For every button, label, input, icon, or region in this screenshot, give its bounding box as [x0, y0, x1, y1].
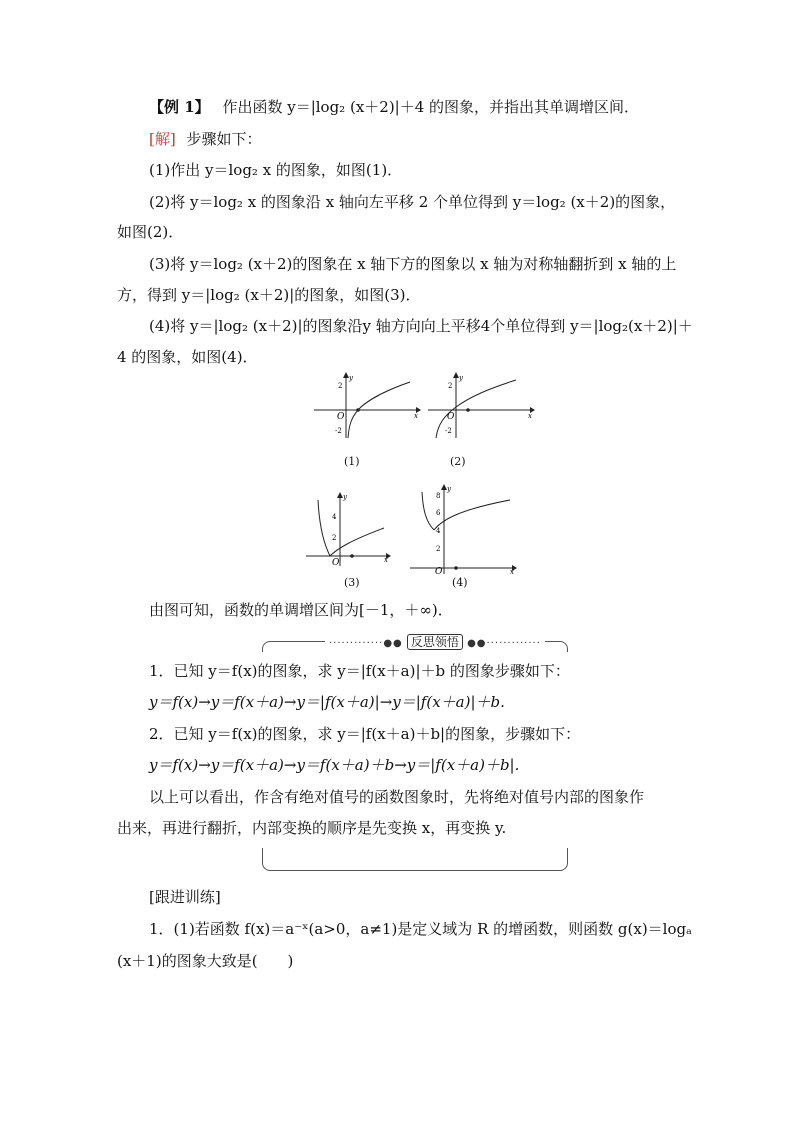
step-3-line-a: (3)将 y＝log₂ (x＋2)的图象在 x 轴下方的图象以 x 轴为对称轴翻折到 x 轴的上: [149, 255, 677, 273]
fig1-point: [356, 408, 360, 412]
reflection-summary-b: 出来，再进行翻折，内部变换的顺序是先变换 x，再变换 y.: [117, 819, 507, 837]
solution-intro: [149, 129, 262, 149]
figure-1-caption: (1): [344, 455, 360, 468]
figure-3-caption: (3): [344, 576, 360, 589]
practice-tag: [跟进训练]: [149, 888, 221, 906]
reflection-title-dots-left: ·············●●: [329, 638, 403, 649]
fig4-ytick-2: 2: [436, 545, 441, 553]
practice-q1-line-a: 1．(1)若函数 f(x)＝a⁻ˣ(a>0，a≠1)是定义域为 R 的增函数，则函数 g(x)＝logₐ: [149, 920, 692, 938]
fig1-xlabel: x: [414, 412, 418, 420]
fig2-ytick-bottom: -2: [445, 427, 452, 435]
reflection-title-wrap: [325, 633, 545, 650]
reflection-box-bottom: [262, 848, 568, 871]
fig3-ylabel: y: [343, 493, 347, 501]
example-problem: [149, 97, 639, 117]
fig3-xlabel: x: [384, 556, 388, 564]
reflection-summary-a: 以上可以看出，作含有绝对值号的函数图象时，先将绝对值号内部的图象作: [149, 788, 645, 806]
fig4-origin: O: [435, 567, 443, 574]
figure-4-caption: (4): [452, 576, 468, 589]
figure-2-caption: (2): [450, 455, 466, 468]
fig3-ytick-top: 4: [332, 513, 337, 521]
fig4-curve-left: [422, 492, 434, 530]
reflection-item-2-chain: y＝f(x)→y＝f(x＋a)→y＝f(x＋a)＋b→y＝|f(x＋a)＋b|.: [149, 756, 520, 774]
figure-4-graph: [408, 482, 518, 574]
fig4-curve-right: [434, 500, 510, 530]
fig4-ytick-4: 4: [436, 527, 441, 535]
fig3-point: [350, 554, 354, 558]
fig2-origin: O: [447, 412, 455, 422]
fig2-ytick-top: 2: [448, 382, 453, 390]
fig3-origin: O: [332, 558, 340, 568]
reflection-title: 反思领悟: [407, 634, 463, 650]
fig1-ylabel: y: [349, 374, 353, 382]
step-4-line-b: 4 的图象，如图(4)．: [117, 348, 258, 366]
fig1-ytick-bottom: -2: [335, 427, 342, 435]
reflection-item-1-chain: y＝f(x)→y＝f(x＋a)→y＝|f(x＋a)|→y＝|f(x＋a)|＋b.: [149, 693, 505, 711]
step-3-line-b: 方，得到 y＝|log₂ (x＋2)|的图象，如图(3)．: [117, 286, 421, 304]
fig4-ytick-6: 6: [436, 509, 441, 517]
fig4-point: [454, 566, 458, 570]
fig1-origin: O: [337, 412, 345, 422]
solution-intro-text: 步骤如下：: [186, 130, 262, 148]
solution-tag: [解]: [149, 130, 176, 148]
figure-3-graph: [302, 490, 394, 568]
fig4-xlabel: x: [510, 568, 514, 574]
fig2-xlabel: x: [528, 412, 532, 420]
example-problem-text: 作出函数 y＝|log₂ (x＋2)|＋4 的图象，并指出其单调增区间．: [222, 98, 640, 116]
fig4-ytick-8: 8: [436, 492, 441, 500]
reflection-item-1: 1．已知 y＝f(x)的图象，求 y＝|f(x＋a)|＋b 的图象步骤如下：: [149, 662, 570, 680]
step-2-line-b: 如图(2)．: [117, 223, 184, 241]
conclusion: 由图可知，函数的单调增区间为[－1，＋∞)．: [149, 601, 453, 619]
practice-q1-line-b: (x＋1)的图象大致是( ): [117, 952, 294, 970]
example-tag: 【例 1】: [149, 98, 210, 116]
fig4-ylabel: y: [447, 485, 451, 493]
fig3-curve-left: [318, 500, 330, 556]
reflection-item-2: 2．已知 y＝f(x)的图象，求 y＝|f(x＋a)＋b|的图象，步骤如下：: [149, 725, 581, 743]
step-4-line-a: (4)将 y＝|log₂ (x＋2)|的图象沿y 轴方向向上平移4个单位得到 y＝|log₂(x＋2)|＋: [149, 317, 693, 335]
fig3-curve-right: [330, 528, 384, 556]
figure-2-graph: [426, 372, 536, 442]
reflection-title-dots-right: ●●·············: [467, 638, 541, 649]
fig1-ytick-top: 2: [338, 382, 343, 390]
step-2-line-a: (2)将 y＝log₂ x 的图象沿 x 轴向左平移 2 个单位得到 y＝log₂ (x＋2)的图象，: [149, 193, 676, 211]
figure-1-graph: [312, 372, 422, 442]
step-1: (1)作出 y＝log₂ x 的图象，如图(1)．: [149, 161, 403, 179]
fig2-point: [466, 408, 470, 412]
fig3-ytick-mid: 2: [332, 534, 337, 542]
fig2-ylabel: y: [459, 374, 463, 382]
